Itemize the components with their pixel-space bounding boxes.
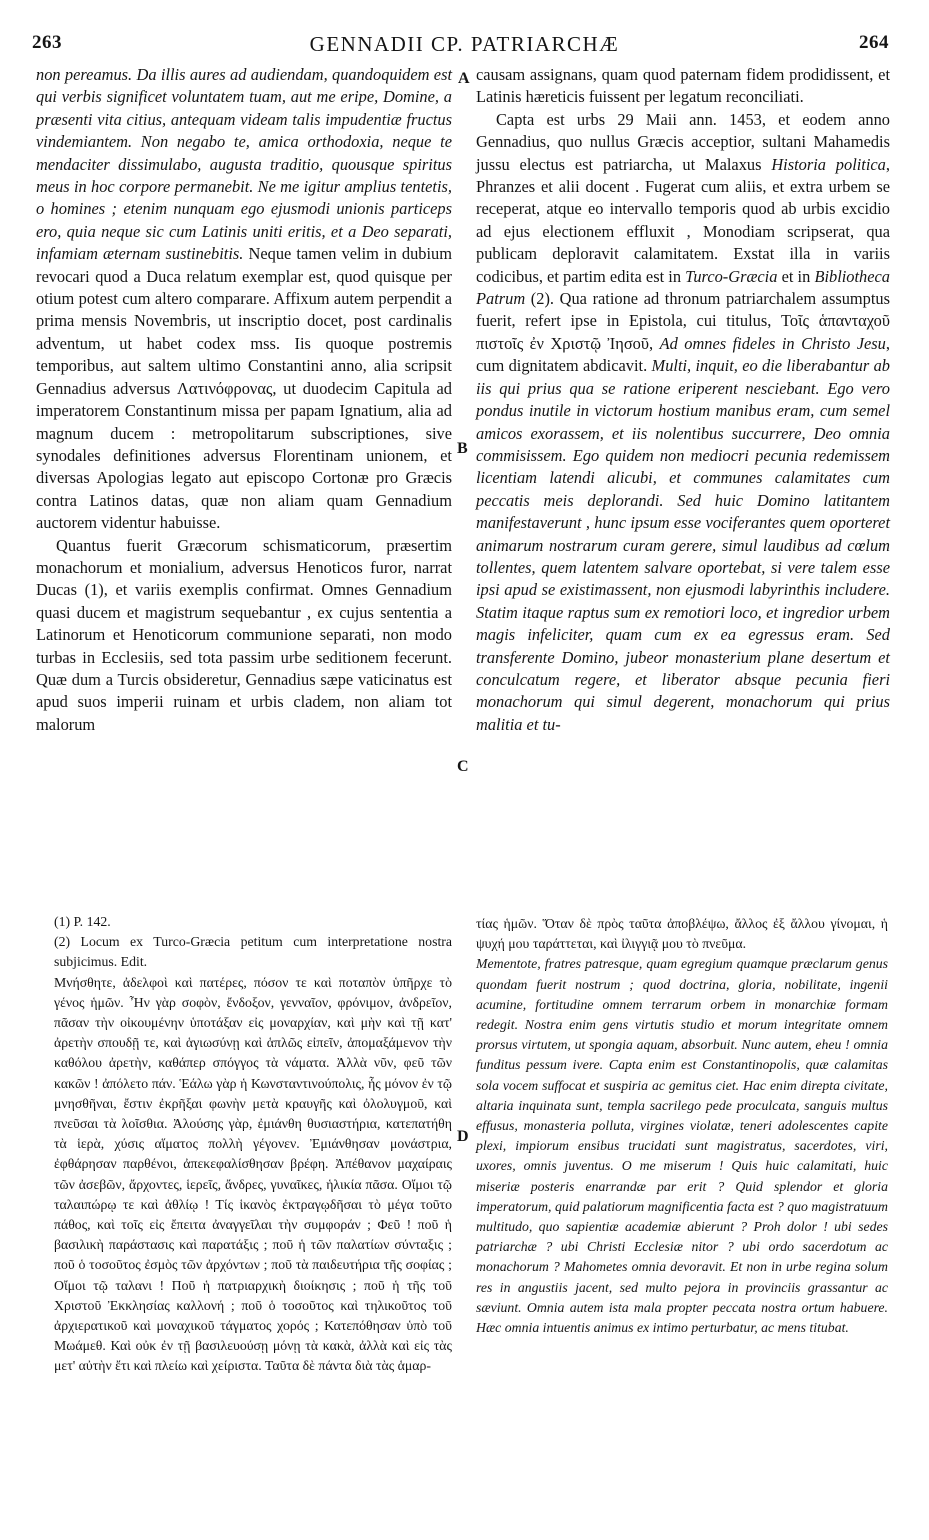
text-run: (2). Qua ratione ad thronum patriarchalem assumptus fuerit, refert ipse in Epistola, cui titulus, Τοῖς ἁπανταχοῦ πιστοῖς ἐν Χριστῷ Ἰησοῦ, — [476, 289, 890, 353]
quoted-speech: non pereamus. Da illis aures ad audiendam, quandoquidem est qui verbis significet voluntatem tuam, aut me eripe, Domine, a præsenti vita citius, antequam videam talis impudentiæ fructus vindemiantem. Non negabo te, amica orthodoxia, neque te mendaciter dissimulabo, augusta traditio, quousque spiritus meus in hoc corpore permanebit. Ne me igitur amplius tentetis, o homines ; etenim nunquam ego ejusmodi unionis particeps ero, quia neque sic cum Latinis uniti eritis, et a Deo separati, infamiam æternam sustinebitis. — [36, 65, 452, 264]
book-title-historia: Historia politica — [771, 154, 886, 174]
left-column — [36, 64, 452, 736]
margin-marker-d: D — [457, 1128, 469, 1145]
epistle-title: Ad omnes fideles in Christo Jesu — [659, 333, 886, 353]
page-number-left: 263 — [32, 32, 62, 53]
running-title: GENNADII CP. PATRIARCHÆ — [309, 32, 620, 56]
page-number-right: 264 — [859, 32, 889, 53]
text-run: Capta est urbs 29 Maii ann. 1453, et eodem anno Gennadius, quo nullus Græcis acceptior, sultani Mahamedis jussu electus est patriarcha, ut Malaxus — [476, 109, 890, 174]
right-column — [476, 64, 890, 736]
right-paragraph-1: causam assignans, quam quod paternam fidem prodidissent, et Latinis hæreticis fuissent per legatum reconciliati. — [476, 65, 890, 107]
greek-text: Μνήσθητε, ἀδελφοὶ καὶ πατέρες, πόσον τε καὶ ποταπὸν ὑπῆρχε τὸ γένος ἡμῶν. Ἦν γὰρ σοφὸν, ἔνδοξον, γενναῖον, φρόνιμον, ἀνδρεῖον, πᾶσαν τὴν οἰκουμένην ὑποτάξαν εἰς μοναρχίαν, καὶ μὴν καὶ τῇ κατ' ἀρετὴν σπουδῇ τε, καὶ ἁγιωσύνῃ καὶ ἁπλῶς εἰπεῖν, ἀπομαξάμενον τὴν καθόλου ἀρετὴν, καθάπερ σπόγγος τὰ νάματα. Ἀλλὰ νῦν, φεῦ τῶν κακῶν ! ἀπόλετο πάν. Ἑάλω γὰρ ἡ Κωνσταντινούπολις, ἧς μόνον ἐν τῷ μνησθῆναι, ἔστιν ἐκρῆξαι φωνὴν μετὰ κραυγῆς καὶ ὀλολυγμοῦ, καὶ πνεῦσαι τὰ λοῖσθια. Ἀλούσης γὰρ, ἐμιάνθη θυσιαστήρια, κατεπατήθη τὰ ἱερὰ, χύσις αἵματος πολλὴ γέγονεν. Ἐμιάνθησαν μονάστρια, ἐφθάρησαν παρθένοι, ἀπεκεφαλίσθησαν βρέφη. Ἀπέθανον μαχαίραις τῶν ἀσεβῶν, ἄρχοντες, ἱερεῖς, ἄνδρες, γυναῖκες, ἡλικία πᾶσα. Οἴμοι τῷ ταλαιπώρῳ τε καὶ ἀθλίῳ ! Τίς ἱκανὸς ἐκτραγῳδῆσαι τὸ μέγα τοῦτο πάθος, καὶ τοῖς εἰς ἔπειτα ἀναγγεῖλαι τὴν συμφοράν ; Φεῦ ! ποῦ ἡ βασιλικὴ παράστασις καὶ παρατάξις ; ποῦ ἡ τῶν παλατίων σύνταξις ; ποῦ ὁ τοσοῦτος ἐσμὸς τῶν ἀρχόντων ; ποῦ τὰ παιδευτήρια τῆς σοφίας ; Οἴμοι τῷ ταλανι ! Ποῦ ἡ πατριαρχικὴ διοίκησις ; ποῦ ἡ τῆς τοῦ Χριστοῦ Ἐκκλησίας καλλονή ; ποῦ ὁ τοσοῦτος καὶ τηλικοῦτος τοῦ ἀρχιερατικοῦ καὶ μοναχικοῦ τάγματος χορός ; Κατεπόθησαν ὑπὸ τοῦ Μωάμεθ. Καὶ οὐκ ἐν τῇ βασιλευούσῃ μόνῃ τὰ κακὰ, ἀλλὰ καὶ εἰς τὰς μετ' αὐτὴν ἔτι καὶ πλείω καὶ χείριστα. Ταῦτα δὲ πάντα διὰ τὰς ἁμαρ- — [54, 974, 452, 1374]
book-title-bibliotheca: Bibliotheca Patrum — [476, 266, 890, 309]
left-paragraph-2: Quantus fuerit Græcorum schismaticorum, præsertim monachorum et monialium, adversus Henoticos furor, narrat Ducas (1), et variis exemplis confirmat. Omnes Gennadium quasi ducem et magistrum sequebantur , ex cujus sententia a Latinorum et Henoticorum communione separati, non modo turbas in Ecclesiis, sed tota passim urbe seditionem fecerunt. Quæ dum a Turcis obsideretur, Gennadius sæpe vaticinatus est apud suos imperii ruinam et urbis cladem, non aliam tot malorum — [36, 535, 452, 734]
commentary: Neque tamen velim in dubium revocari quod a Duca relatum exemplar est, quod quisque per otium potest cum altero comparare. Affixum autem perpendit a prima mensis Novembris, ut inscriptio docet, post cardinalis adventum, ut habet codex mss. Iis quoque postremis temporibus, aut saltem ultimo Constantini anno, alia scripsit Gennadius adversus Λατινόφρονας, ut duodecim Capitula ad imperatorem Constantinum missa per papam Ignatium, alia ad magnum ducem : metropolitarum subscriptiones, sive synodales definitiones adversus Florentinam unionem, et diversas Apologias legato aut episcopo Cortonæ pro Græcis contra Latinos datas, quæ non aliam quam Gennadium auctorem videntur habuisse. — [36, 244, 452, 533]
text-run: , cum dignitatem abdicavit. — [476, 333, 890, 376]
latin-translation: Mementote, fratres patresque, quam egregium quamque præclarum genus quondam fuerit nostrum ; quod doctrina, gloria, nobilitate, ingenii acumine, fortitudine omnem terrarum orbem in monarchiæ formam redegit. Nostra enim gens virtutis studio et morum integritate omnem prorsus virtutem, ut spongia aquam, absorbuit. Nunc autem, eheu ! omnia funditus pessum ivere. Capta enim est Constantinopolis, quæ calamitas sola vocem suffocat et suspiria ac gemitus ciet. Hac enim direpta civitate, altaria inquinata sunt, templa sacrilego pede proculcata, sanguis multus effusus, monasteria polluta, virgines violatæ, teneri adolescentes capite plexi, impiorum ensibus trucidati sunt magistratus, sacerdotes, viri, uxores, omnis juventus. O me miserum ! Quis huic calamitati, huic miseriæ posteris enarrandæ par erit ? Quid splendor et gloria imperatorum, quid palatiorum magnificentia facta est ? quo magistratuum multitudo, quo sapientiæ academiæ abierunt ? Proh dolor ! ubi sedes patriarchæ ? ubi Christi Ecclesiæ nitor ? ubi ordo sacerdotum ac monachorum ? Mahometes omnia devoravit. Et non in urbe regina solum res in angustiis jacent, sed multo pejora in provinciis grassantur ac sæviunt. Omnia autem ista mala propter peccata nostra ortum habuere. Hæc omnia intuentis animus ex intimo perturbatur, ac mens titubat. — [476, 956, 888, 1336]
footnotes-left — [54, 912, 452, 1377]
footnote-1: (1) P. 142. — [54, 914, 111, 929]
margin-marker-c: C — [457, 758, 469, 775]
text-run: et in — [777, 266, 815, 286]
footnotes-right — [476, 914, 888, 1338]
greek-text-continued: τίας ἡμῶν. Ὅταν δὲ πρὸς ταῦτα ἀποβλέψω, ἄλλος ἐξ ἄλλου γίνομαι, ἡ ψυχή μου ταράττεται, καὶ ἰλιγγιᾷ μου τὸ πνεῦμα. — [476, 916, 888, 952]
margin-marker-b: B — [457, 440, 468, 457]
quoted-epistle: Multi, inquit, eo die liberabantur ab iis qui prius qua se ratione eriperent nesciebant. Ego vero pondus inutile in victorum hostium manibus eram, cum semel amicos exorassem, et iis nolentibus succurrere, Deo omnia commisissem. Ego quidem non mediocri pecunia redemissem licentiam latendi alicubi, et communes calamitates cum peccatis meis deplorandi. Sed huic Domino latitantem manifestaverunt , hunc ipsum esse vociferantes quem oporteret animarum nostrarum curam gerere, simul laudibus ad cœlum tollentes, quem latentem salvare oportebat, si vere talem esse ipsi apud se existimassent, non ejusmodi labyrinthis includere. Statim itaque raptus sum ex remotiori loco, et ingredior urbem magis infeliciter, quam cum ex ea egressus eram. Sed transferente Domino, jubeor monasterium plane desertum et conculcatum regere, et liberator absque pecunia fieri monachorum qui simul degerent, monachorum qui prius malitia et tu- — [476, 356, 890, 734]
left-paragraph-1 — [36, 64, 452, 535]
right-paragraph-2 — [476, 109, 890, 736]
footnote-2: (2) Locum ex Turco-Græcia petitum cum interpretatione nostra subjicimus. Edit. — [54, 934, 452, 970]
text-run: , Phranzes et alii docent . Fugerat cum aliis, et extra urbem se receperat, atque eo intervallo temporis quod ab urbis excidio ad ejus electionem effluxit , Monodiam scripserat, qua publicam deploravit calamitatem. Exstat illa in variis codicibus, et partim edita est in — [476, 154, 890, 286]
margin-marker-a: A — [458, 70, 470, 87]
book-title-turco-graecia: Turco-Græcia — [685, 266, 778, 286]
